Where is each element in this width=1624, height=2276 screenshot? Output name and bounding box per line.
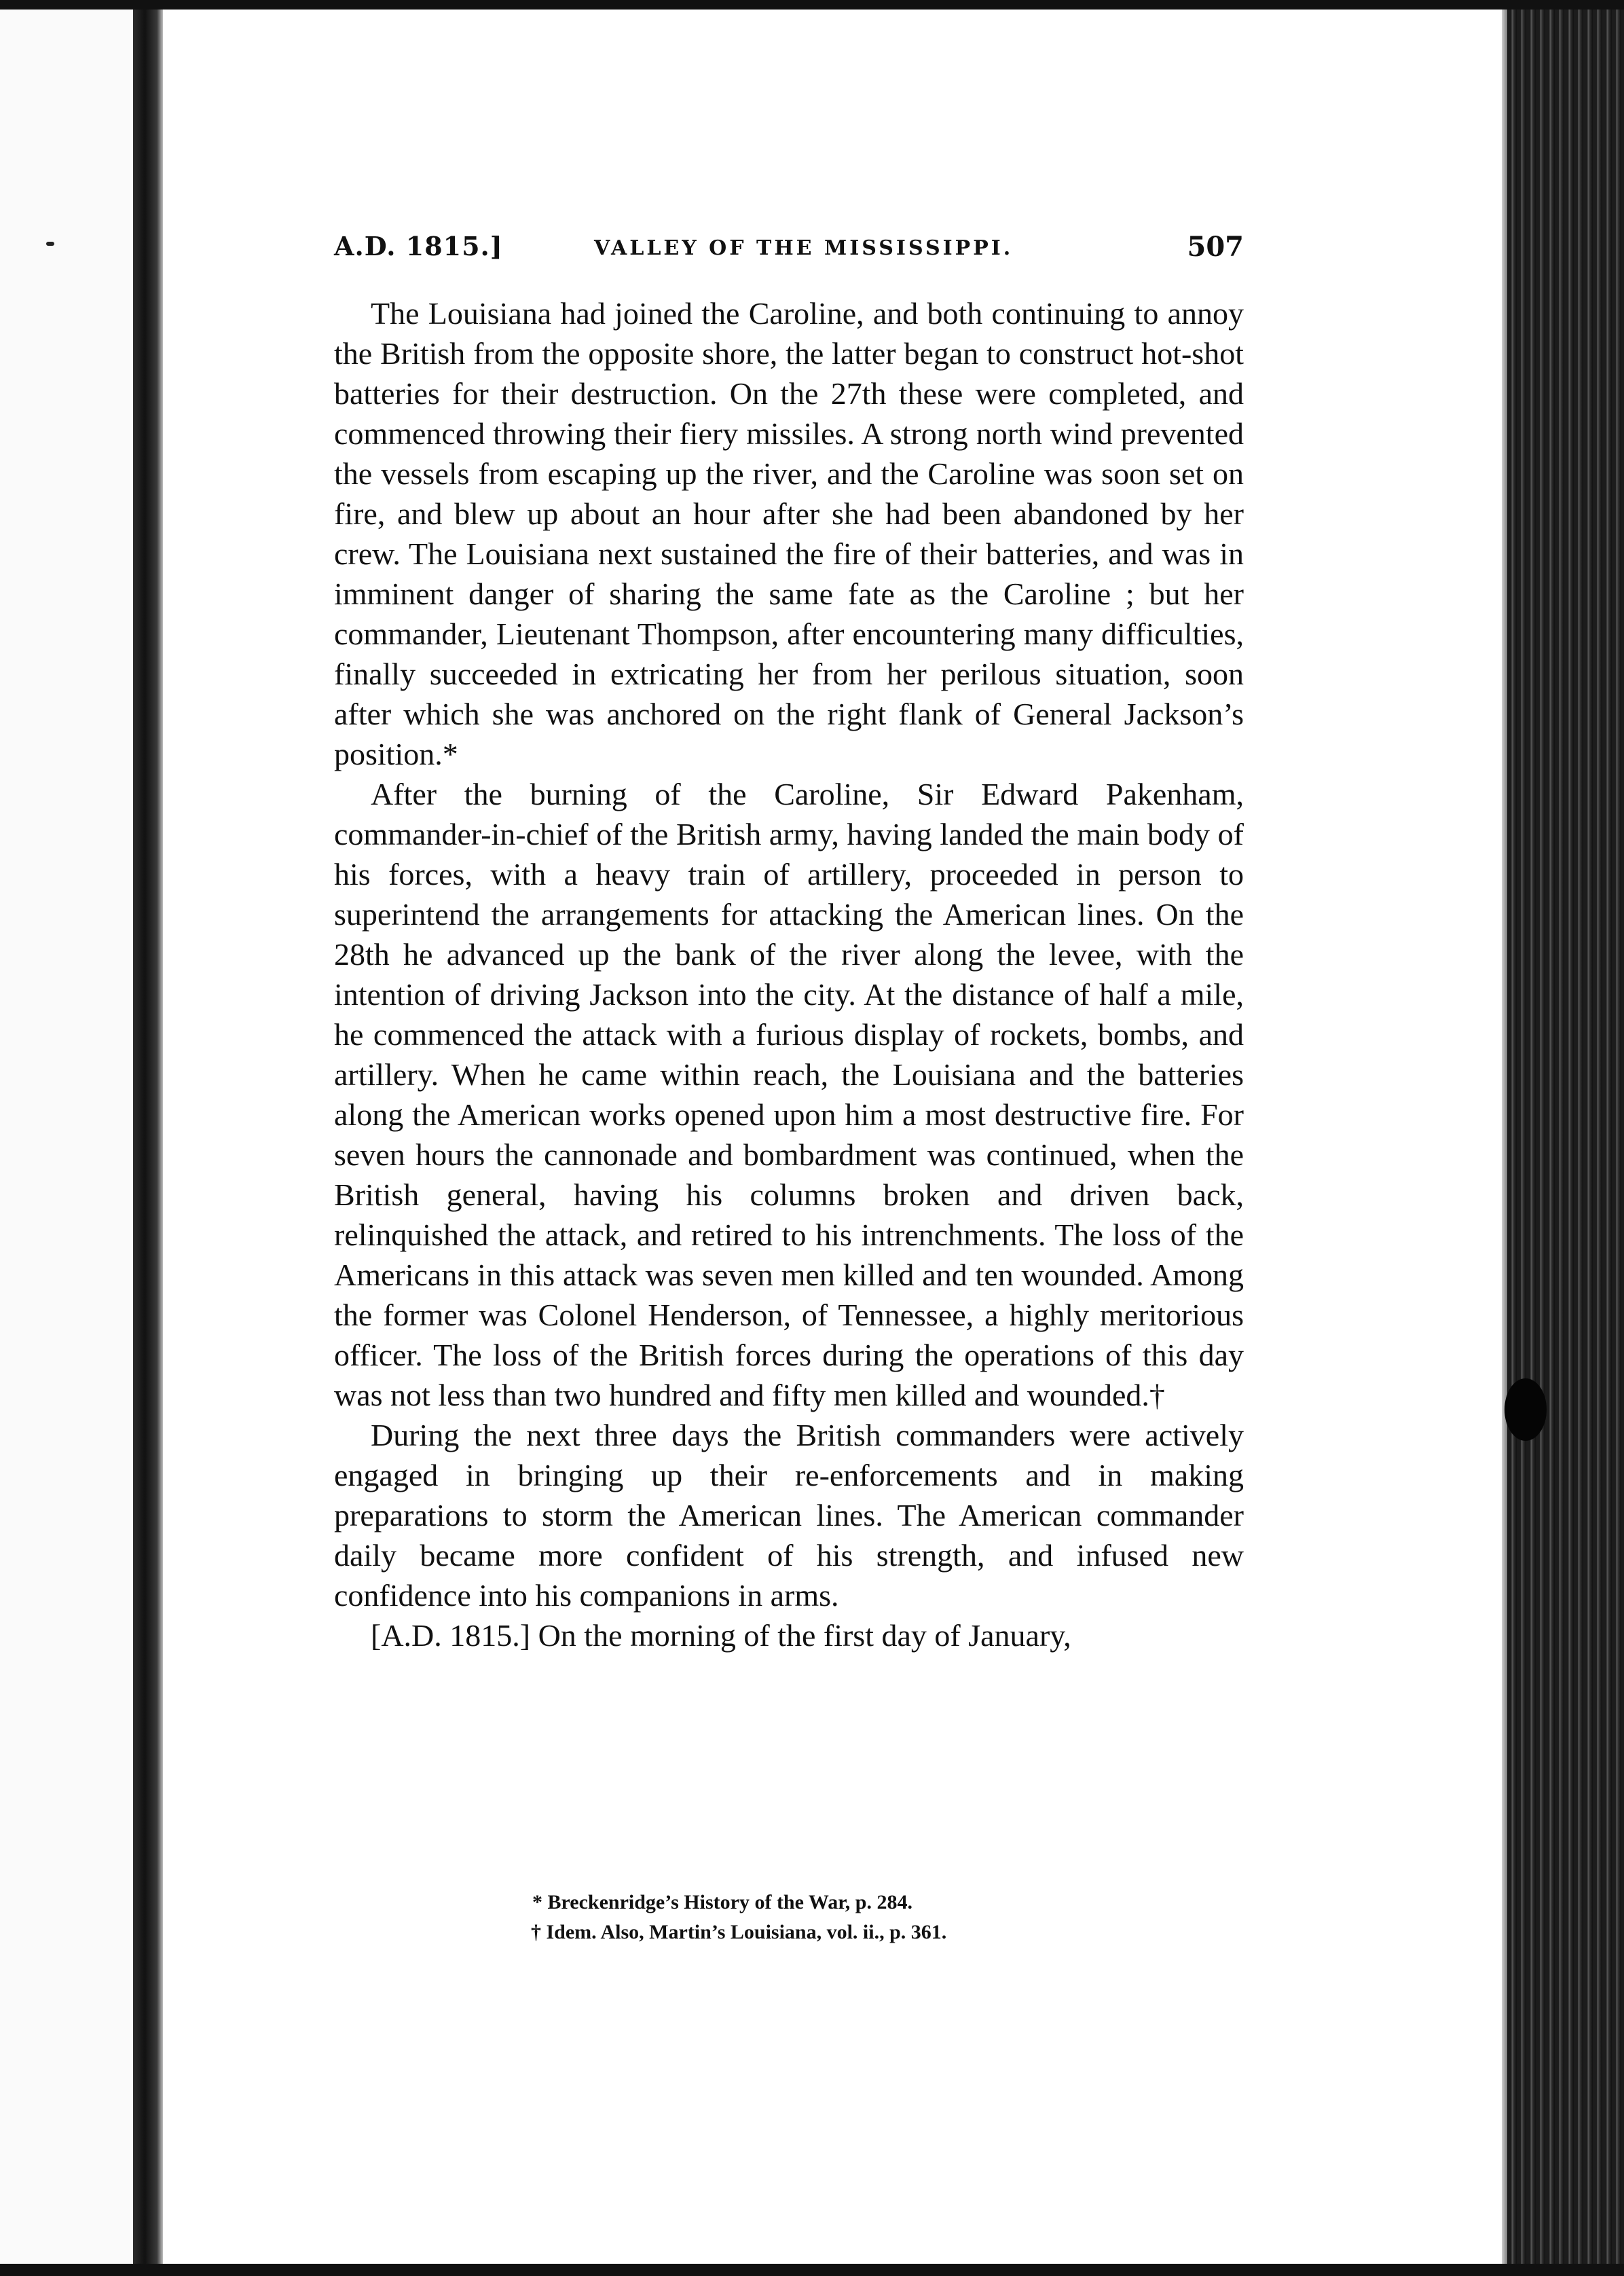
scan-top-border — [0, 0, 1624, 10]
footnote: † Idem. Also, Martin’s Louisiana, vol. ii., p. 361. — [531, 1921, 947, 1943]
page-number: 507 — [1187, 231, 1244, 263]
footnote: * Breckenridge’s History of the War, p. 284. — [532, 1891, 912, 1913]
running-head — [334, 231, 1244, 272]
stray-mark — [46, 242, 54, 246]
body-text — [334, 293, 1244, 1655]
book-block-edge — [1507, 10, 1624, 2264]
running-head-date: A.D. 1815.] — [334, 231, 503, 261]
footnotes — [380, 1888, 1236, 1947]
running-head-title: VALLEY OF THE MISSISSIPPI. — [594, 236, 1014, 260]
scan-bottom-border — [0, 2264, 1624, 2276]
paragraph: The Louisiana had joined the Caroline, and both continuing to annoy the British from the opposite shore, the latter began to construct hot-shot batteries for their destruction. On the 27th these were completed, and commenced throwing their fiery missiles. A strong north wind prevented the vessels from escaping up the river, and the Caroline was soon set on fire, and blew up about an hour after she had been abandoned by her crew. The Louisiana next sustained the fire of their batteries, and was in imminent danger of sharing the same fate as the Caroline ; but her commander, Lieutenant Thompson, after encountering many difficulties, finally succeeded in extricating her from her perilous situation, soon after which she was anchored on the right flank of General Jackson’s position.* — [334, 296, 1244, 771]
book-gutter — [133, 10, 163, 2264]
ink-blot — [1505, 1378, 1547, 1441]
paragraph: During the next three days the British commanders were actively engaged in bringing up their re-enforcements and in making preparations to storm the American lines. The American commander daily became more confident of his strength, and infused new confidence into his companions in arms. — [334, 1418, 1244, 1613]
paragraph: [A.D. 1815.] On the morning of the first day of January, — [371, 1618, 1071, 1653]
facing-page-edge — [0, 10, 133, 2264]
paragraph: After the burning of the Caroline, Sir Edward Pakenham, commander-in-chief of the British army, having landed the main body of his forces, with a heavy train of artillery, proceeded in person to superintend the arrangements for attacking the American lines. On the 28th he advanced up the bank of the river along the levee, with the intention of driving Jackson into the city. At the distance of half a mile, he commenced the attack with a furious display of rockets, bombs, and artillery. When he came within reach, the Louisiana and the batteries along the American works opened upon him a most destructive fire. For seven hours the cannonade and bombardment was continued, when the British general, having his columns broken and driven back, relinquished the attack, and retired to his intrenchments. The loss of the Americans in this attack was seven men killed and ten wounded. Among the former was Colonel Henderson, of Tennessee, a highly meritorious officer. The loss of the British forces during the operations of this day was not less than two hundred and fifty men killed and wounded.† — [334, 777, 1244, 1412]
